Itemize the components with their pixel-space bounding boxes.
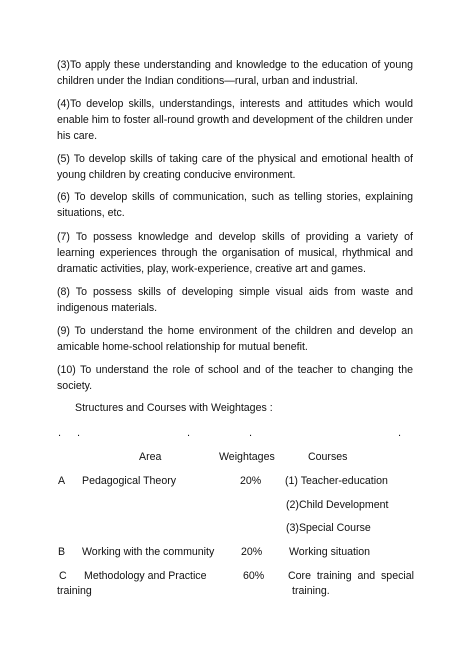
objective-4: (4)To develop skills, understandings, interests and attitudes which would enable him to foster all-round growth and development of the children under his care. (57, 98, 413, 142)
row-c-weight: 60% (243, 570, 265, 582)
objective-3: (3)To apply these understanding and knowledge to the education of young children under the Indian conditions—rural, urban and industrial. (57, 59, 413, 87)
header-courses: Courses (308, 451, 348, 463)
objective-9: (9) To understand the home environment of the children and develop an amicable home-school relationship for mutual benefit. (57, 325, 413, 353)
separator-dot: . (187, 427, 191, 439)
objective-7: (7) To possess knowledge and develop skills of providing a variety of learning experiences through the organisation of musical, rhythmical and dramatic activities, play, work-experience, creative art and games. (57, 231, 413, 275)
separator-dot: . (58, 427, 62, 439)
row-a-weight: 20% (240, 475, 262, 487)
row-a-course-3: (3)Special Course (286, 522, 371, 534)
objective-8: (8) To possess skills of developing simple visual aids from waste and indigenous materials. (57, 286, 413, 314)
row-a-course-1: (1) Teacher-education (285, 475, 388, 487)
row-b-course: Working situation (289, 546, 371, 558)
row-c-area: Methodology and Practice (84, 570, 207, 582)
separator-dot: . (398, 427, 402, 439)
row-c-area-cont: training (57, 585, 92, 597)
row-b-letter: B (58, 546, 66, 558)
row-a-area: Pedagogical Theory (82, 475, 177, 487)
row-b-area: Working with the community (82, 546, 215, 558)
objective-10: (10) To understand the role of school and of the teacher to changing the society. (57, 364, 413, 392)
structure-heading: Structures and Courses with Weightages : (75, 402, 273, 414)
separator-dot: . (249, 427, 253, 439)
row-c-letter: C (59, 570, 67, 582)
objective-5: (5) To develop skills of taking care of the physical and emotional health of young children by creating conducive environment. (57, 153, 413, 181)
objective-6: (6) To develop skills of communication, such as telling stories, explaining situations, etc. (57, 191, 413, 219)
row-a-course-2: (2)Child Development (286, 499, 389, 511)
header-weightages: Weightages (219, 451, 275, 463)
row-c-course-2: training. (292, 585, 330, 597)
header-area: Area (139, 451, 162, 463)
separator-dot: . (77, 427, 81, 439)
row-b-weight: 20% (241, 546, 263, 558)
row-a-letter: A (58, 475, 66, 487)
row-c-course-1: Core training and special (288, 570, 414, 582)
